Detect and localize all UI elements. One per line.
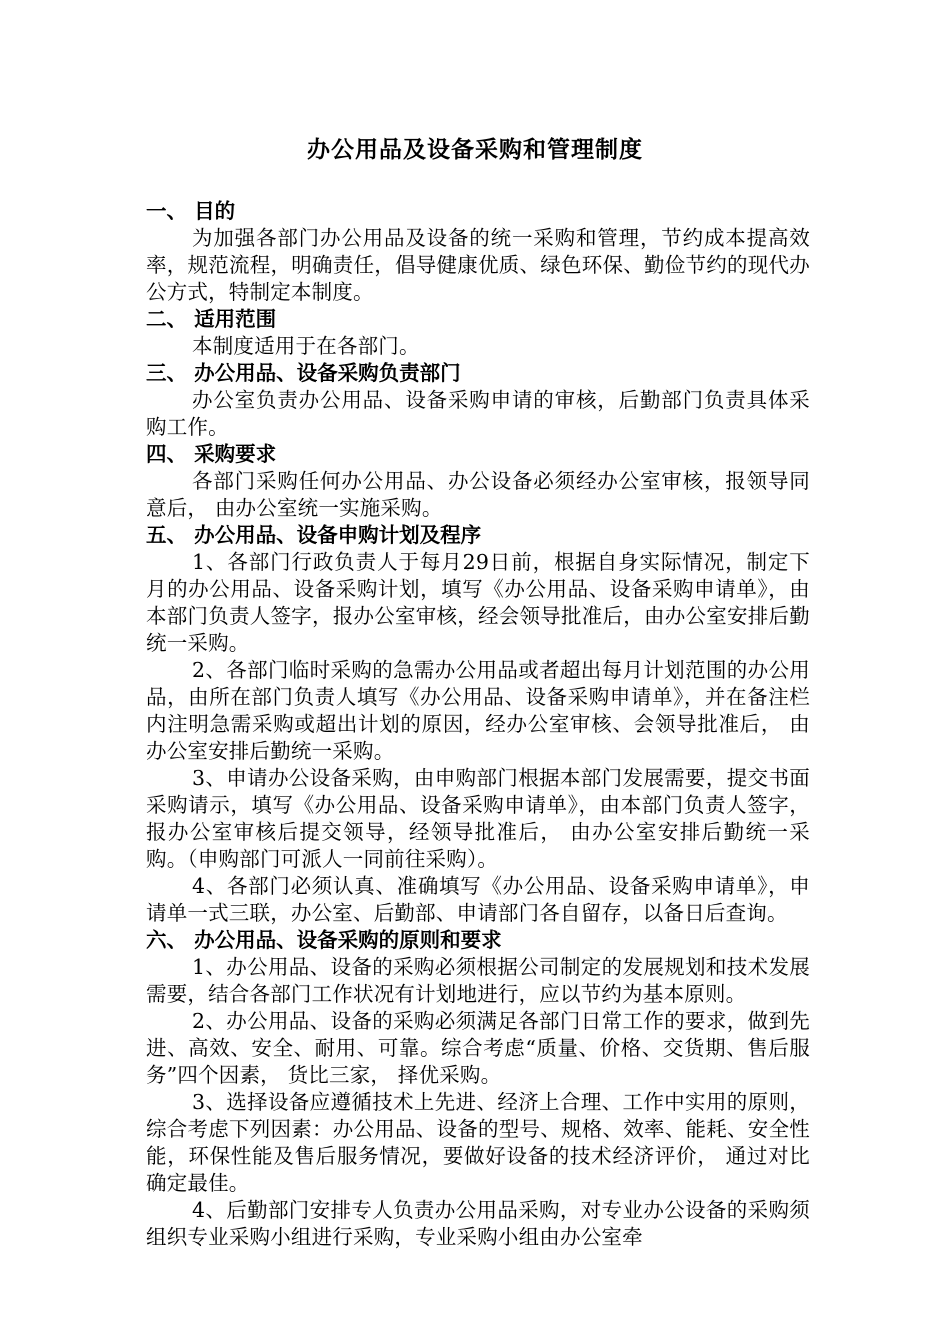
section-paragraph: 4、后勤部门安排专人负责办公用品采购，对专业办公设备的采购须组织专业采购小组进行采购，专业采购小组由办公室牵 <box>146 1198 810 1249</box>
section-heading: 三、 办公用品、设备采购负责部门 <box>146 361 461 385</box>
section-paragraph: 3、选择设备应遵循技术上先进、经济上合理、工作中实用的原则，综合考虑下列因素：办公用品、设备的型号、规格、效率、能耗、安全性能，环保性能及售后服务情况，要做好设备的技术经济评价， 通过对比确定最佳。 <box>146 1090 810 1195</box>
section-heading: 二、 适用范围 <box>146 307 277 331</box>
section-heading: 四、 采购要求 <box>146 442 277 466</box>
section-paragraph: 本制度适用于在各部门。 <box>192 334 420 358</box>
section-purchase-principles <box>146 927 810 1251</box>
section-purchase-procedure <box>146 522 810 927</box>
section-paragraph: 2、各部门临时采购的急需办公用品或者超出每月计划范围的办公用品，由所在部门负责人填写《办公用品、设备采购申请单》，并在备注栏内注明急需采购或超出计划的原因，经办公室审核、会领导批准后， 由办公室安排后勤统一采购。 <box>146 658 810 763</box>
section-paragraph: 办公室负责办公用品、设备采购申请的审核，后勤部门负责具体采购工作。 <box>146 388 810 439</box>
section-paragraph: 为加强各部门办公用品及设备的统一采购和管理，节约成本提高效率，规范流程，明确责任，倡导健康优质、绿色环保、勤俭节约的现代办公方式，特制定本制度。 <box>146 226 810 304</box>
section-paragraph: 3、申请办公设备采购，由申购部门根据本部门发展需要，提交书面采购请示，填写《办公用品、设备采购申请单》，由本部门负责人签字，报办公室审核后提交领导，经领导批准后， 由办公室安排后勤统一采购。（申购部门可派人一同前往采购）。 <box>146 766 810 871</box>
section-purchase-requirements <box>146 441 810 522</box>
section-heading: 五、 办公用品、设备申购计划及程序 <box>146 523 482 547</box>
section-purpose <box>146 198 810 306</box>
document-title: 办公用品及设备采购和管理制度 <box>307 136 643 163</box>
document-body <box>146 198 810 1251</box>
section-paragraph: 各部门采购任何办公用品、办公设备必须经办公室审核，报领导同意后， 由办公室统一实施采购。 <box>146 469 810 520</box>
section-paragraph: 2、办公用品、设备的采购必须满足各部门日常工作的要求，做到先进、高效、安全、耐用、可靠。综合考虑“质量、价格、交货期、售后服务”四个因素， 货比三家， 择优采购。 <box>146 1009 810 1087</box>
section-heading: 一、 目的 <box>146 199 236 223</box>
section-responsible-department <box>146 360 810 441</box>
section-paragraph: 1、各部门行政负责人于每月29日前，根据自身实际情况，制定下月的办公用品、设备采购计划，填写《办公用品、设备采购申请单》，由本部门负责人签字，报办公室审核，经会领导批准后，由办公室安排后勤统一采购。 <box>146 550 810 655</box>
section-heading: 六、 办公用品、设备采购的原则和要求 <box>146 928 502 952</box>
section-paragraph: 4、各部门必须认真、准确填写《办公用品、设备采购申请单》，申请单一式三联，办公室、后勤部、申请部门各自留存，以备日后查询。 <box>146 874 810 925</box>
section-paragraph: 1、办公用品、设备的采购必须根据公司制定的发展规划和技术发展需要，结合各部门工作状况有计划地进行，应以节约为基本原则。 <box>146 955 810 1006</box>
section-scope <box>146 306 810 360</box>
